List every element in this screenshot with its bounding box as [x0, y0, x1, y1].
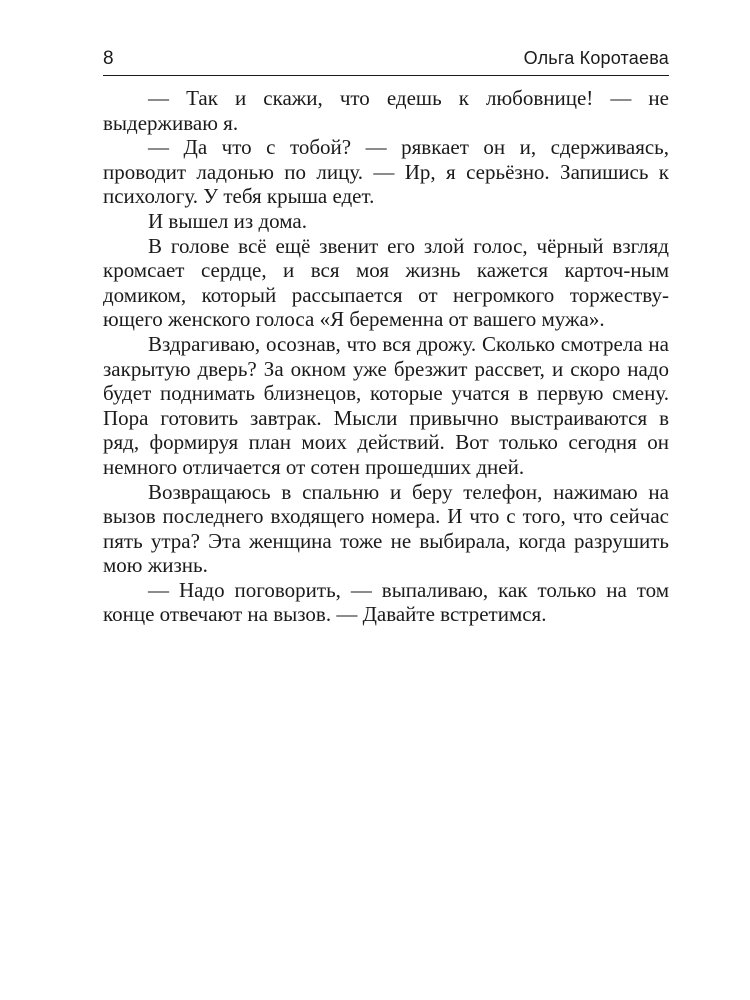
paragraph: В голове всё ещё звенит его злой голос, чёрный взгляд кромсает сердце, и вся моя жизнь кажется карточ-ным домиком, который рассыпается от негромкого торжеству-ющего женского голоса «Я беременна от вашего мужа». — [103, 233, 669, 332]
paragraph: Вздрагиваю, осознав, что вся дрожу. Сколько смотрела на закрытую дверь? За окном уже брезжит рассвет, и скоро надо будет поднимать близнецов, которые учатся в первую смену. Пора готовить завтрак. Мысли привычно выстраиваются в ряд, формируя план моих действий. Вот только сегодня он немного отличается от сотен прошедших дней. — [103, 331, 669, 479]
paragraph: — Да что с тобой? — рявкает он и, сдерживаясь, проводит ладонью по лицу. — Ир, я серьёзно. Запишись к психологу. У тебя крыша едет. — [103, 135, 669, 209]
body-text — [103, 86, 669, 627]
paragraph: Возвращаюсь в спальню и беру телефон, нажимаю на вызов последнего входящего номера. И что с того, что сейчас пять утра? Эта женщина тоже не выбирала, когда разрушить мою жизнь. — [103, 479, 669, 578]
page-number: 8 — [103, 48, 114, 69]
running-head-author: Ольга Коротаева — [523, 48, 669, 68]
paragraph: — Надо поговорить, — выпаливаю, как только на том конце отвечают на вызов. — Давайте встретимся. — [103, 577, 669, 627]
paragraph: — Так и скажи, что едешь к любовнице! — не выдерживаю я. — [103, 86, 669, 135]
paragraph: И вышел из дома. — [148, 208, 307, 233]
header-rule — [103, 75, 669, 76]
